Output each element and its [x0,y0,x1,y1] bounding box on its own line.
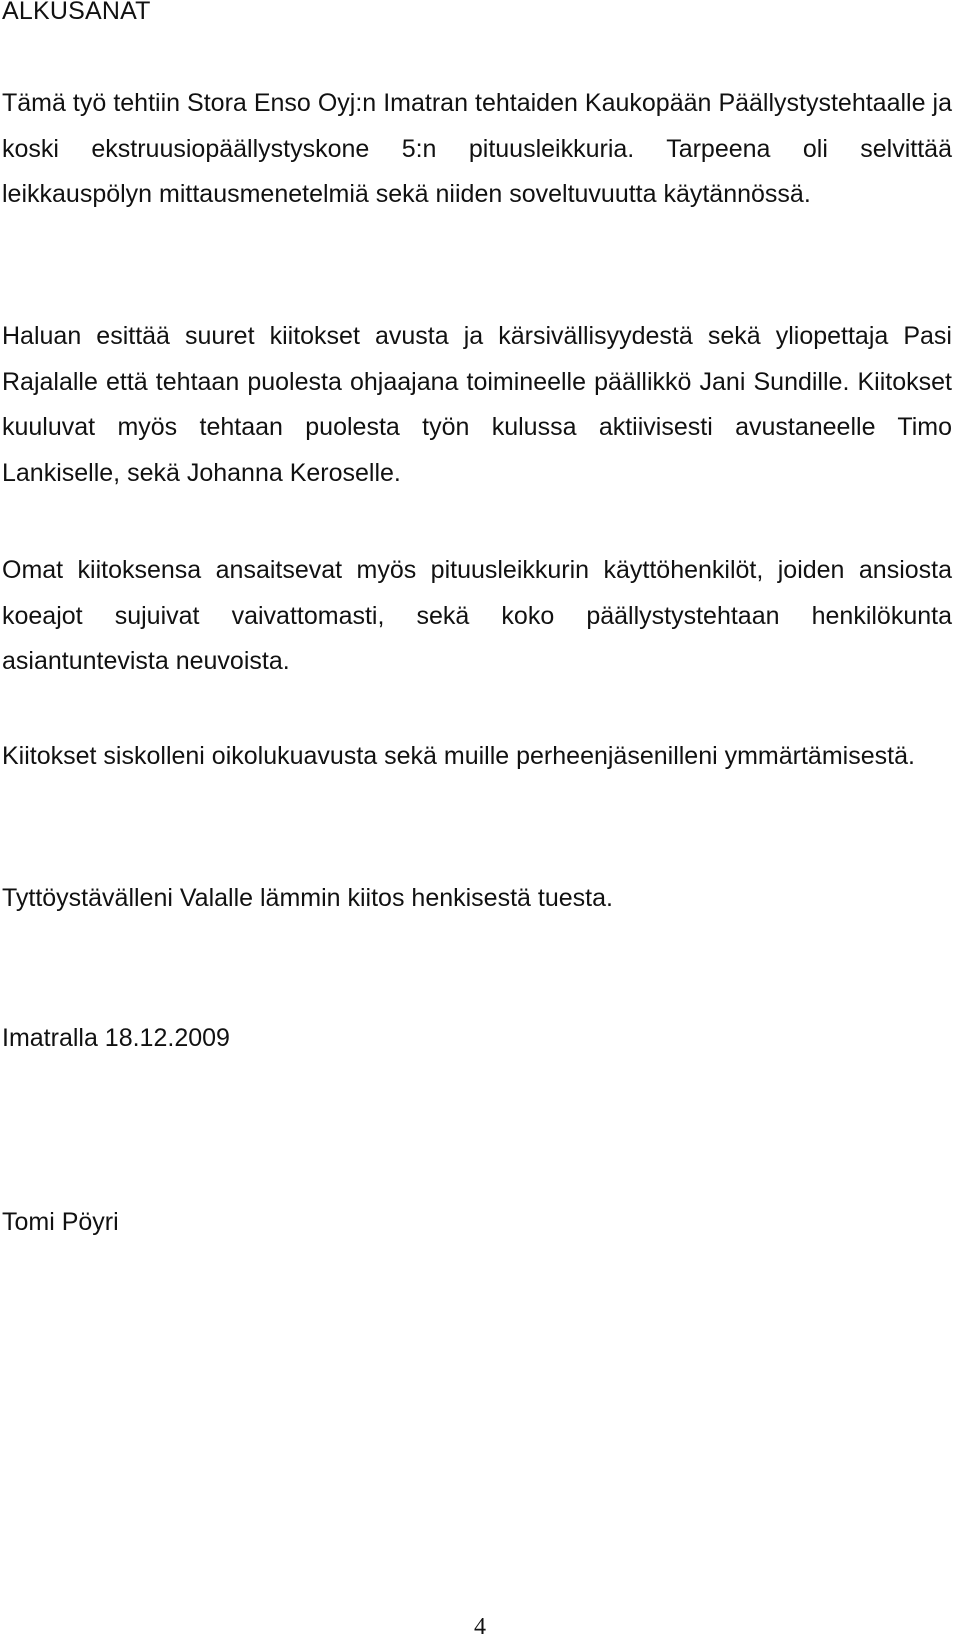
paragraph-intro: Tämä työ tehtiin Stora Enso Oyj:n Imatran tehtaiden Kaukopään Päällystystehtaalle ja koski ekstruusiopäällystyskone 5:n pituusleikkuria. Tarpeena oli selvittää leikkauspölyn mittausmenetelmiä sekä niiden soveltuvuutta käytännössä. [2,89,952,208]
paragraph-thanks-family: Kiitokset siskolleni oikolukuavusta sekä muille perheenjäsenilleni ymmärtämisestä. [2,742,915,770]
paragraph-thanks-supervisors: Haluan esittää suuret kiitokset avusta ja kärsivällisyydestä sekä yliopettaja Pasi Rajalalle että tehtaan puolesta ohjaajana toimineelle päällikkö Jani Sundille. Kiitokset kuuluvat myös tehtaan puolesta työn kulussa aktiivisesti avustaneelle Timo Lankiselle, sekä Johanna Keroselle. [2,322,952,487]
paragraph-thanks-girlfriend: Tyttöystävälleni Valalle lämmin kiitos henkisestä tuesta. [2,884,613,912]
place-and-date: Imatralla 18.12.2009 [2,1024,230,1052]
author-signature: Tomi Pöyri [2,1208,119,1236]
paragraph-thanks-operators: Omat kiitoksensa ansaitsevat myös pituusleikkurin käyttöhenkilöt, joiden ansiosta koeajot sujuivat vaivattomasti, sekä koko päällystystehtaan henkilökunta asiantuntevista neuvoista. [2,556,952,675]
page-number: 4 [474,1614,486,1640]
page-heading: ALKUSANAT [2,0,151,25]
